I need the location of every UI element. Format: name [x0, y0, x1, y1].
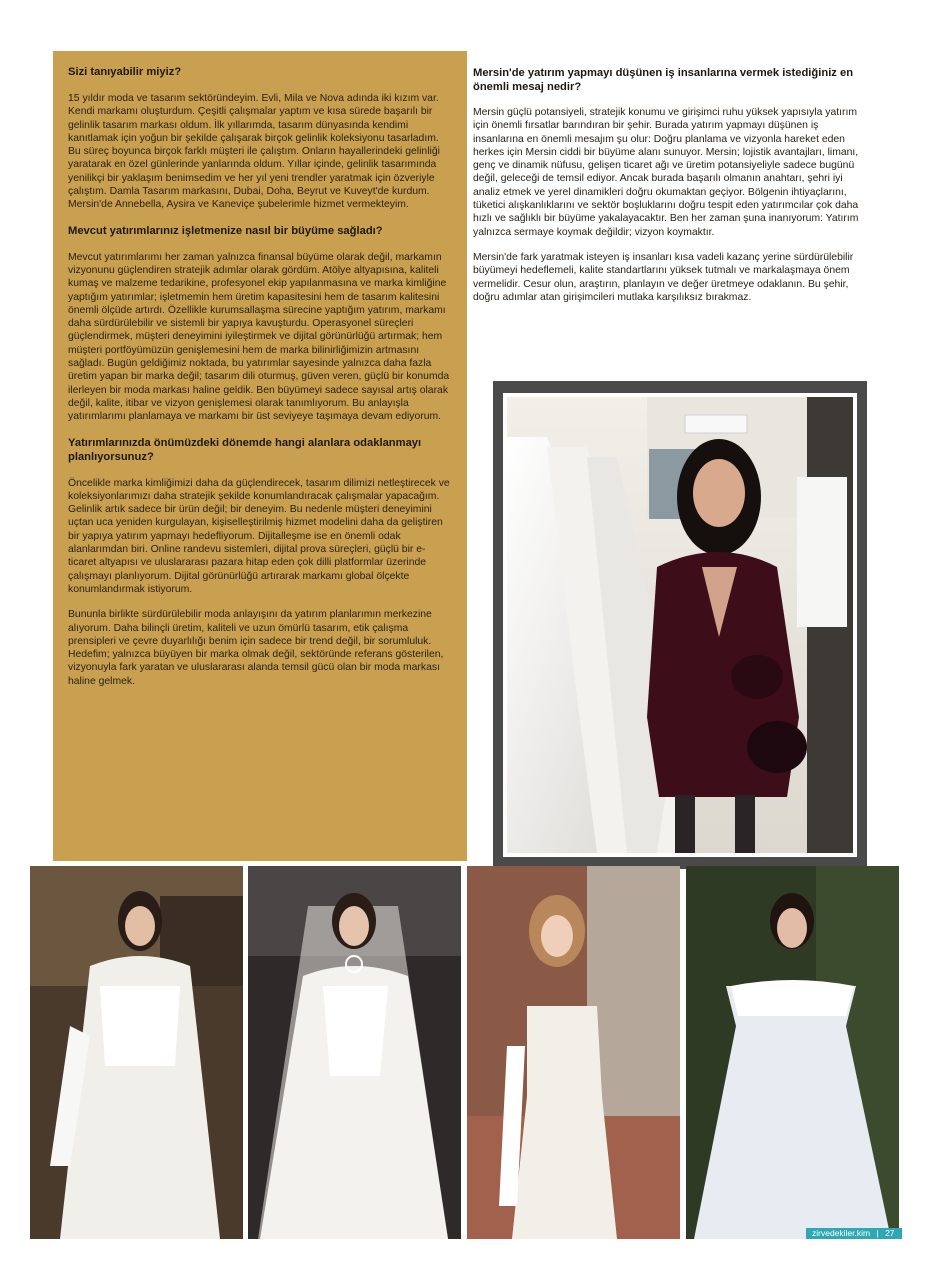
interview-panel-left: [53, 51, 467, 861]
question-heading: Yatırımlarınızda önümüzdeki dönemde hangi alanlara odaklanmayı planlıyorsunuz?: [68, 436, 422, 463]
portrait-photo-mat: [503, 393, 857, 857]
footer-site-link[interactable]: zirvedekiler.kim: [812, 1228, 871, 1238]
gallery-photo-4: [686, 866, 899, 1239]
page-footer: [806, 1228, 902, 1239]
answer-paragraph: Mersin güçlü potansiyeli, stratejik konumu ve girişimci ruhu yüksek yapısıyla yatırım için önemli fırsatlar barındıran bir şehir. Burada yatırım yapmayı düşünen iş insanlarına en önemli mesajım şu olur: Doğru planlama ve vizyonla hareket eden herkes için Mersin ciddi bir büyüme alanı sunuyor. Mersin; lojistik avantajları, limanı, genç ve dinamik nüfusu, gelişen ticaret ağı ve üretim potansiyeliyle sadece bugünü değil, geleceği de temsil ediyor. Ancak burada başarılı olmanın anahtarı, şehri iyi analiz etmek ve yerel dinamikleri doğru okumaktan geçiyor. Bölgenin ihtiyaçlarını, tüketici alışkanlıklarını ve sektör boşluklarını doğru tespit eden yatırımcılar çok daha hızlı ve sağlıklı bir büyüme yakalayacaktır. Ben her zaman şuna inanıyorum: Yatırım yalnızca sermaye koymak değildir; vizyon koymaktır.: [473, 107, 859, 238]
gallery-photo-1: [30, 866, 243, 1239]
gallery-photo-3: [467, 866, 680, 1239]
portrait-photo-frame: [493, 381, 867, 869]
answer-paragraph: Bununla birlikte sürdürülebilir moda anlayışını da yatırım planlarımın merkezine alıyorum. Daha bilinçli üretim, kaliteli ve uzun ömürlü tasarım, etik çalışma prensipleri ve çevre duyarlılığı benim için sadece bir trend değil, bir sorumluluk. Hedefim; yalnızca büyüyen bir marka olmak değil, sektöründe referans gösterilen, vizyonuyla fark yaratan ve uluslararası alanda temsil gücü olan bir moda markası haline gelmek.: [68, 609, 444, 687]
footer-separator: |: [876, 1228, 879, 1238]
bridal-gown-photo: [686, 866, 899, 1239]
bridal-gown-photo: [467, 866, 680, 1239]
question-heading: Mersin'de yatırım yapmayı düşünen iş insanlarına vermek istediğiniz en önemli mesaj nedir?: [473, 67, 854, 93]
interview-column-right: [473, 66, 865, 388]
answer-paragraph: Öncelikle marka kimliğimizi daha da güçlendirecek, tasarım dilimizi netleştirecek ve koleksiyonlarımızı daha stratejik şekilde konumlandıracak çalışmalar yapacağım. Gelinlik artık sadece bir ürün değil; bir deneyim. Bu nedenle müşteri deneyimini uçtan uca yeniden kurgulayan, kişiselleştirilmiş hizmet modelini daha da geliştiren bir yapıya yatırım yapmayı hedefliyorum. Dijitalleşme ise en önemli odak alanlarımdan biri. Online randevu sistemleri, dijital prova süreçleri, güçlü bir e-ticaret altyapısı ve uluslararası pazara hitap eden çok dilli platformlar üzerinde çalışmayı planlıyorum. Dijital görünürlüğü artırarak markamı global ölçekte konumlandırmak istiyorum.: [68, 477, 450, 595]
portrait-photo: [507, 397, 853, 853]
answer-paragraph: Mevcut yatırımlarımı her zaman yalnızca finansal büyüme olarak değil, markamın vizyonunu güçlendiren stratejik adımlar olarak gördüm. Atölye altyapısına, kaliteli kumaş ve malzeme tedarikine, profesyonel ekip yapılanmasına ve marka kimliğine yaptığım yatırımlar; işletmemin hem üretim kapasitesini hem de tasarım kalitesini önemli ölçüde artırdı. Özellikle kurumsallaşma sürecine yaptığım yatırım, markamı daha sürdürülebilir ve sistemli bir yapıya kavuşturdu. Operasyonel süreçleri güçlendirmek, müşteri deneyimini iyileştirmek ve dijital görünürlüğü artırmak; hem müşteri portföyümüzün genişlemesini hem de marka bilinirliğimizin artmasını sağladı. Bugün geldiğimiz noktada, bu yatırımlar sayesinde yalnızca daha fazla üretim yapan bir marka değil; tasarım dili oturmuş, güven veren, güçlü bir konumda ilerleyen bir moda markası haline geldik. Ben büyümeyi sadece sayısal artış olarak değil, kalite, itibar ve vizyon genişlemesi olarak tanımlıyorum. Bu anlayışla yatırımlarımı planlamaya ve markamı bir üst seviyeye taşımaya devam ediyorum.: [68, 251, 450, 423]
bridal-gown-photo: [30, 866, 243, 1239]
bridal-gown-photo: [248, 866, 461, 1239]
page-number: 27: [885, 1228, 895, 1238]
gallery-photo-2: [248, 866, 461, 1239]
question-heading: Mevcut yatırımlarınız işletmenize nasıl bir büyüme sağladı?: [68, 224, 383, 237]
question-heading: Sizi tanıyabilir miyiz?: [68, 66, 182, 78]
answer-paragraph: Mersin'de fark yaratmak isteyen iş insanları kısa vadeli kazanç yerine sürdürülebilir büyümeyi hedeflemeli, kalite standartlarını yüksek tutmalı ve markalaşmaya önem vermelidir. Cesur olun, araştırın, planlayın ve değer üretmeye odaklanın. Bu şehir, doğru adımlar atan girişimcileri mutlaka karşılıksız bırakmaz.: [473, 251, 854, 303]
answer-paragraph: 15 yıldır moda ve tasarım sektöründeyim. Evli, Mila ve Nova adında iki kızım var. Kendi markamı oluşturdum. Çeşitli çalışmalar yaptım ve kısa sürede başarılı bir gelinlik tasarım markası oldum. İlk yıllarımda, tasarım dünyasında kendimi kanıtlamak için yoğun bir şekilde çalışarak birçok gelinlik koleksiyonu tasarladım. Bu süreç boyunca birçok farklı müşteri ile çalıştım. Onların hayallerindeki gelinliği yaratarak en özel günlerinde yanlarında oldum. Yıllar içinde, gelinlik tasarımında yenilikçi bir yaklaşım benimsedim ve her yıl yeni trendler yaratmak için özveriyle çalıştım. Damla Tasarım markasını, Dubai, Doha, Beyrut ve Kuveyt'de kurdum. Mersin'de Annebella, Aysira ve Kaneviçe şubelerimle hizmet vermekteyim.: [68, 93, 440, 211]
